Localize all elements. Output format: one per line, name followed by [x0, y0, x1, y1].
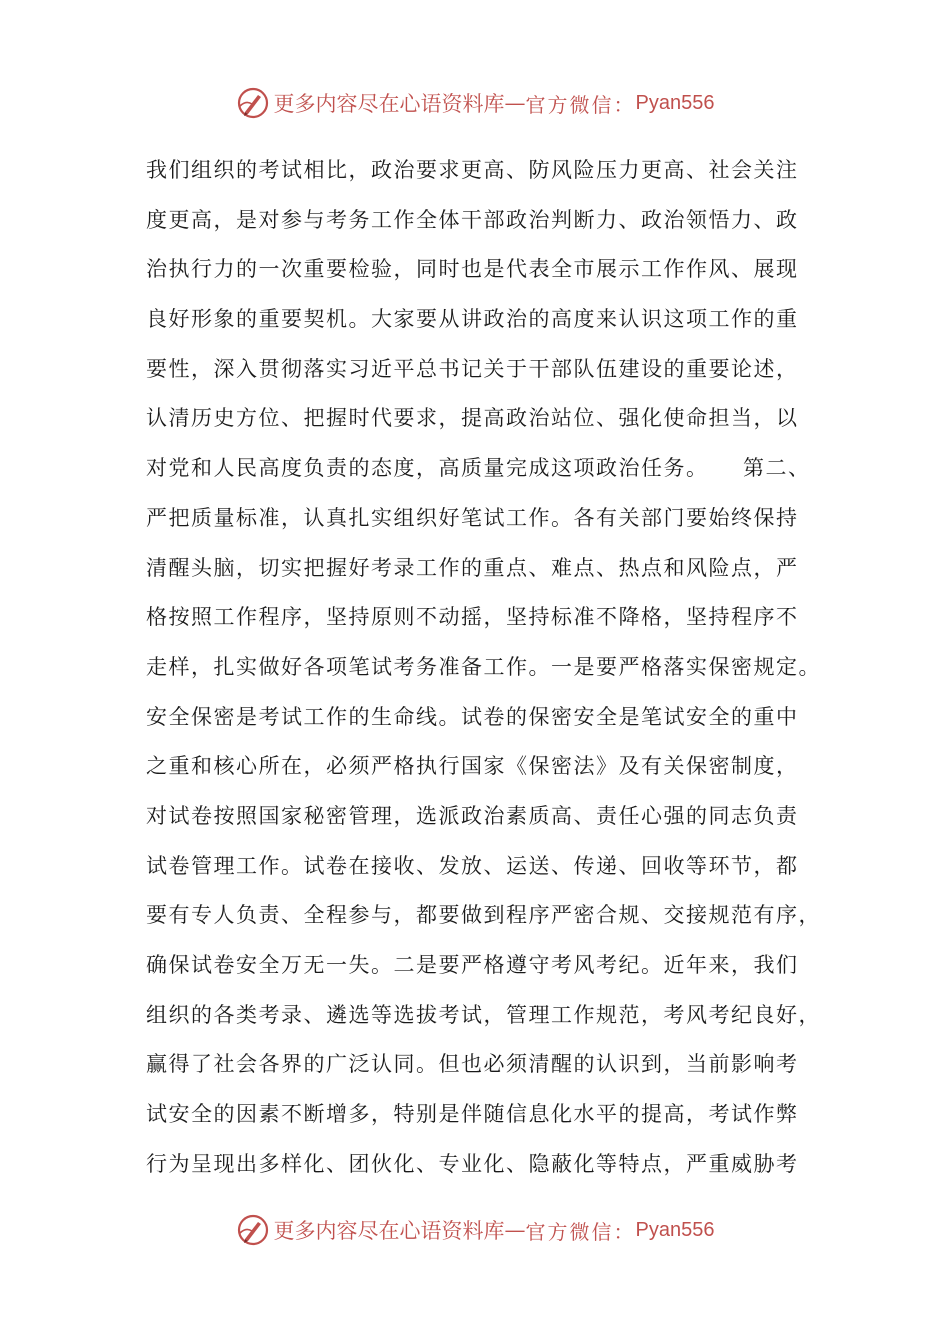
banner-wechat-label: 官方微信：	[525, 92, 636, 117]
body-line: 治执行力的一次重要检验，同时也是代表全市展示工作作风、展现	[146, 257, 799, 282]
body-line: 对党和人民高度负责的态度，高质量完成这项政治任务。 第二、	[146, 456, 811, 481]
banner-brand-text: 更多内容尽在心语资料库	[273, 1219, 505, 1243]
body-line: 要有专人负责、全程参与，都要做到程序严密合规、交接规范有序，	[146, 903, 821, 928]
body-line: 组织的各类考录、遴选等选拔考试，管理工作规范，考风考纪良好，	[146, 1002, 821, 1027]
banner-wechat-label: 官方微信：	[525, 1219, 636, 1244]
banner-wechat-id: Pyan556	[635, 1218, 715, 1241]
pen-logo-icon	[236, 1213, 270, 1247]
body-line: 行为呈现出多样化、团伙化、专业化、隐蔽化等特点，严重威胁考	[146, 1151, 799, 1176]
body-line: 之重和核心所在，必须严格执行国家《保密法》及有关保密制度，	[146, 754, 799, 779]
body-line: 我们组织的考试相比，政治要求更高、防风险压力更高、社会关注	[146, 158, 799, 182]
pen-logo-icon	[236, 86, 270, 120]
body-line: 格按照工作程序，坚持原则不动摇，坚持标准不降格，坚持程序不	[146, 605, 799, 630]
banner-separator: —	[504, 91, 526, 115]
banner-separator: —	[504, 1218, 526, 1242]
body-line: 走样，扎实做好各项笔试考务准备工作。一是要严格落实保密规定。	[146, 654, 821, 679]
footer-banner	[0, 1210, 950, 1250]
body-line: 试卷管理工作。试卷在接收、发放、运送、传递、回收等环节，都	[146, 853, 799, 878]
banner-wechat-id: Pyan556	[635, 91, 715, 114]
body-line: 对试卷按照国家秘密管理，选派政治素质高、责任心强的同志负责	[146, 803, 799, 828]
body-line: 赢得了社会各界的广泛认同。但也必须清醒的认识到，当前影响考	[146, 1052, 799, 1077]
body-line: 安全保密是考试工作的生命线。试卷的保密安全是笔试安全的重中	[146, 704, 799, 729]
header-banner	[0, 83, 950, 123]
body-line: 严把质量标准，认真扎实组织好笔试工作。各有关部门要始终保持	[146, 505, 799, 530]
body-line: 确保试卷安全万无一失。二是要严格遵守考风考纪。近年来，我们	[146, 953, 799, 977]
body-line: 度更高，是对参与考务工作全体干部政治判断力、政治领悟力、政	[146, 207, 799, 232]
banner-brand-text: 更多内容尽在心语资料库	[273, 92, 505, 116]
body-line: 要性，深入贯彻落实习近平总书记关于干部队伍建设的重要论述，	[146, 356, 799, 381]
body-line: 试安全的因素不断增多，特别是伴随信息化水平的提高，考试作弊	[146, 1102, 799, 1127]
document-body	[146, 150, 846, 1193]
body-line: 认清历史方位、把握时代要求，提高政治站位、强化使命担当，以	[146, 406, 799, 431]
body-line: 良好形象的重要契机。大家要从讲政治的高度来认识这项工作的重	[146, 307, 799, 332]
body-line: 清醒头脑，切实把握好考录工作的重点、难点、热点和风险点，严	[146, 555, 799, 580]
